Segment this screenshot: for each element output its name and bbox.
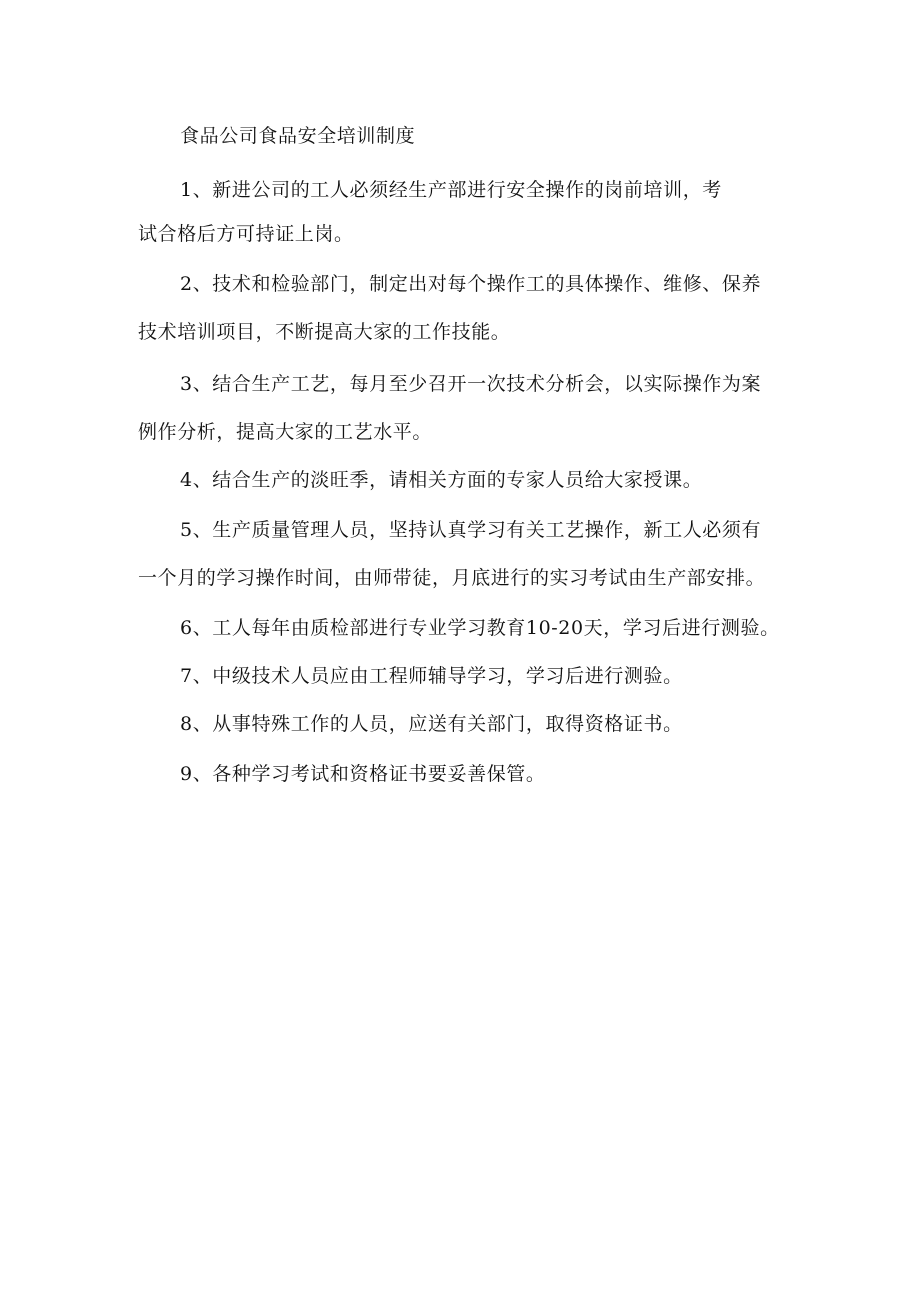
item-2-line-2: 技术培训项目，不断提高大家的工作技能。 xyxy=(138,321,511,343)
item-3-line-1: 3、结合生产工艺，每月至少召开一次技术分析会，以实际操作为案 xyxy=(180,373,762,395)
item-4-line-1: 4、结合生产的淡旺季，请相关方面的专家人员给大家授课。 xyxy=(180,469,703,491)
item-9-line-1: 9、各种学习考试和资格证书要妥善保管。 xyxy=(180,763,546,785)
item-1-line-2: 试合格后方可持证上岗。 xyxy=(138,223,354,245)
item-7-line-1: 7、中级技术人员应由工程师辅导学习，学习后进行测验。 xyxy=(180,665,683,687)
item-6-line-1: 6、工人每年由质检部进行专业学习教育10-20天，学习后进行测验。 xyxy=(180,617,780,639)
item-1-line-1: 1、新进公司的工人必须经生产部进行安全操作的岗前培训，考 xyxy=(180,179,722,201)
item-5-line-2: 一个月的学习操作时间，由师带徒，月底进行的实习考试由生产部安排。 xyxy=(138,567,766,589)
item-5-line-1: 5、生产质量管理人员，坚持认真学习有关工艺操作，新工人必须有 xyxy=(180,519,762,541)
item-3-line-2: 例作分析，提高大家的工艺水平。 xyxy=(138,421,433,443)
document-title: 食品公司食品安全培训制度 xyxy=(180,125,416,147)
item-2-line-1: 2、技术和检验部门，制定出对每个操作工的具体操作、维修、保养 xyxy=(180,273,762,295)
item-8-line-1: 8、从事特殊工作的人员，应送有关部门，取得资格证书。 xyxy=(180,713,683,735)
